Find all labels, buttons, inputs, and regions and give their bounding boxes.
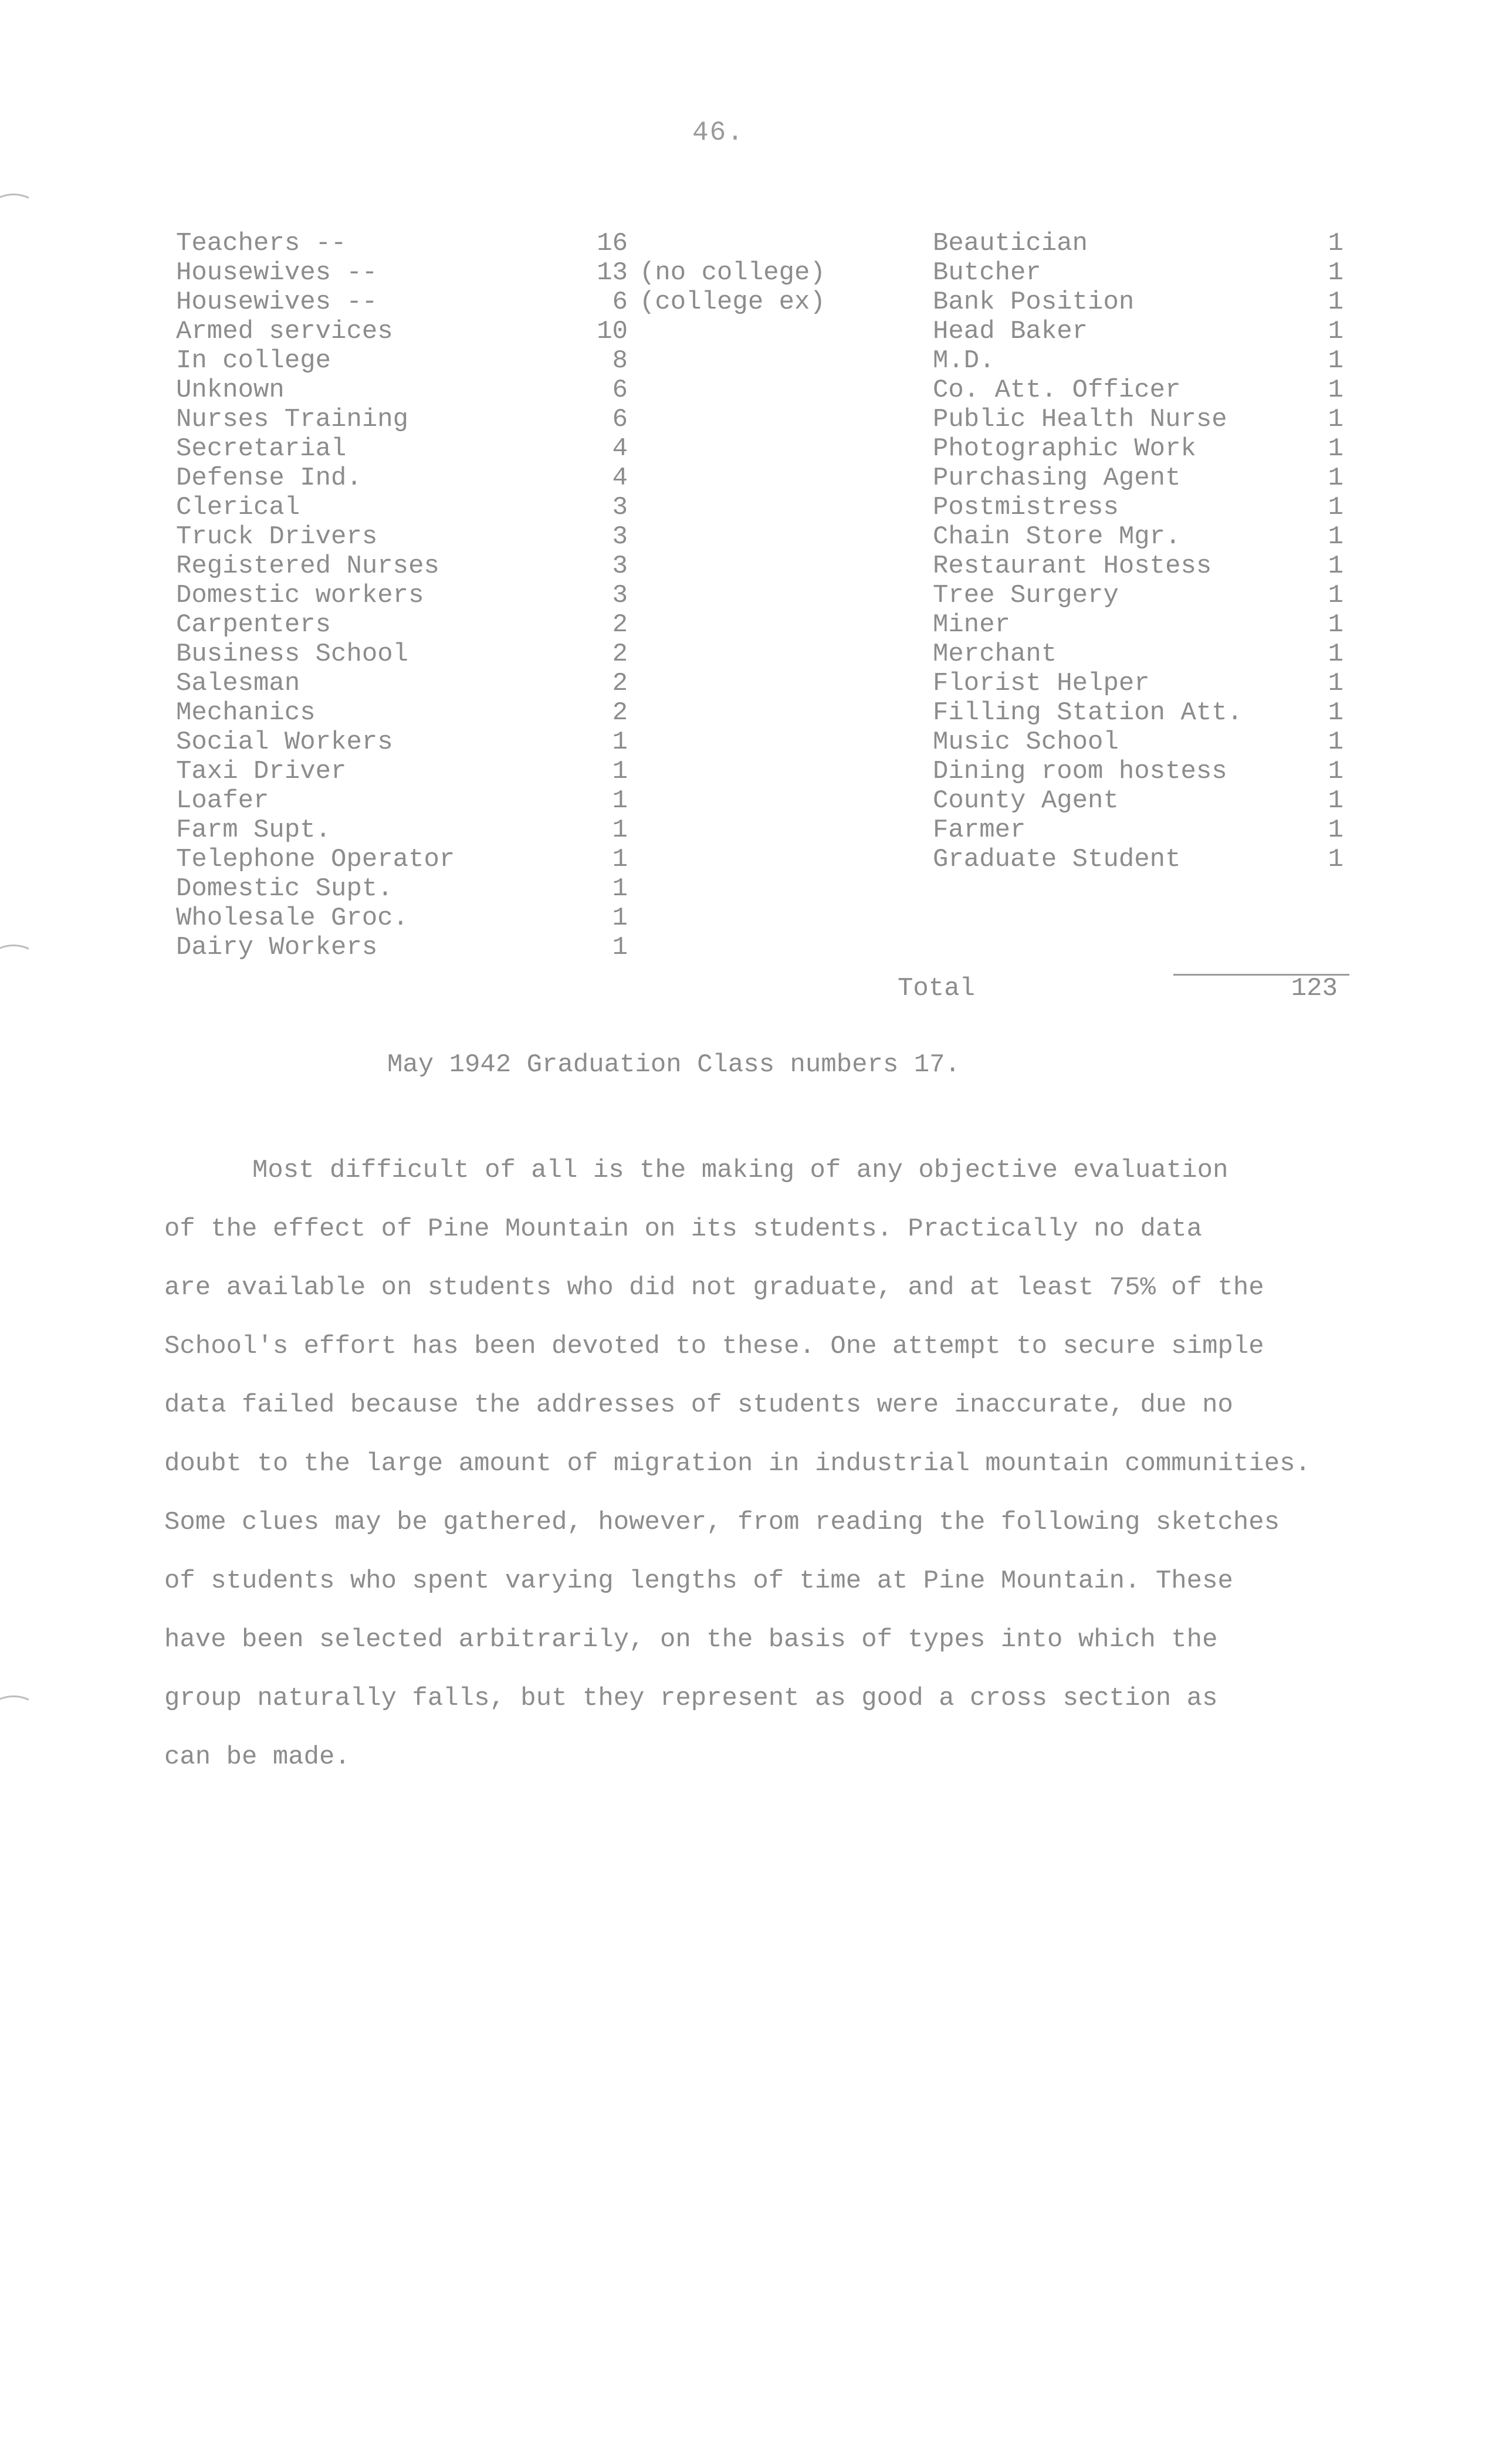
occupation-count: 1 <box>1328 493 1343 522</box>
paragraph-line: of the effect of Pine Mountain on its students. Practically no data <box>164 1214 1203 1244</box>
occupation-row <box>170 258 874 287</box>
occupation-count: 1 <box>1328 463 1343 493</box>
paragraph-line: can be made. <box>164 1742 350 1772</box>
occupation-count: 1 <box>612 903 628 933</box>
paragraph-line: doubt to the large amount of migration in industrial mountain communities. <box>164 1449 1311 1478</box>
occupation-count: 1 <box>612 933 628 962</box>
occupation-name: Co. Att. Officer <box>933 375 1181 405</box>
occupation-row <box>933 434 1355 463</box>
occupation-row <box>933 258 1355 287</box>
occupation-name: Dairy Workers <box>176 933 378 962</box>
graduation-note: May 1942 Graduation Class numbers 17. <box>387 1050 960 1079</box>
occupation-table <box>170 229 1355 1009</box>
occupation-name: Domestic Supt. <box>176 874 393 903</box>
occupation-name: Clerical <box>176 493 300 522</box>
occupation-count: 3 <box>612 493 628 522</box>
occupation-row <box>170 757 874 786</box>
occupation-name: Restaurant Hostess <box>933 551 1212 581</box>
occupation-count: 2 <box>612 669 628 698</box>
occupation-row <box>933 375 1355 405</box>
occupation-row <box>933 610 1355 639</box>
occupation-row <box>170 522 874 551</box>
occupation-count: 1 <box>1328 258 1343 287</box>
paragraph-line: group naturally falls, but they represent as good a cross section as <box>164 1684 1218 1713</box>
occupation-row <box>170 639 874 669</box>
occupation-row <box>933 845 1355 874</box>
occupation-count: 1 <box>1328 669 1343 698</box>
occupation-name: Teachers -- <box>176 229 347 258</box>
occupation-count: 1 <box>1328 610 1343 639</box>
occupation-row <box>170 903 874 933</box>
occupation-name: Social Workers <box>176 727 393 757</box>
paragraph-line: School's effort has been devoted to these. One attempt to secure simple <box>164 1332 1264 1361</box>
occupation-note: (no college) <box>639 258 825 287</box>
occupation-count: 1 <box>1328 229 1343 258</box>
occupation-name: Armed services <box>176 317 393 346</box>
occupation-row <box>170 229 874 258</box>
total-row <box>898 974 1379 1009</box>
occupation-row <box>933 727 1355 757</box>
occupation-name: Bank Position <box>933 287 1135 317</box>
occupation-name: Telephone Operator <box>176 845 455 874</box>
occupation-row <box>933 346 1355 375</box>
occupation-row <box>933 229 1355 258</box>
occupation-name: Postmistress <box>933 493 1119 522</box>
occupation-name: Tree Surgery <box>933 581 1119 610</box>
occupation-count: 1 <box>1328 522 1343 551</box>
occupation-name: Farm Supt. <box>176 815 331 845</box>
paragraph-line: Some clues may be gathered, however, from reading the following sketches <box>164 1508 1280 1537</box>
total-label: Total <box>898 974 976 1003</box>
occupation-count: 1 <box>1328 375 1343 405</box>
occupation-name: Registered Nurses <box>176 551 439 581</box>
binder-hole-top <box>0 183 61 277</box>
occupation-count: 16 <box>597 229 628 258</box>
occupation-name: Filling Station Att. <box>933 698 1243 727</box>
occupation-name: Salesman <box>176 669 300 698</box>
occupation-name: Head Baker <box>933 317 1088 346</box>
occupation-count: 1 <box>1328 551 1343 581</box>
occupation-count: 1 <box>1328 434 1343 463</box>
occupation-count: 1 <box>612 815 628 845</box>
occupation-row <box>170 845 874 874</box>
total-value: 123 <box>1291 974 1338 1003</box>
occupation-row <box>170 434 874 463</box>
occupation-name: Loafer <box>176 786 269 815</box>
occupation-row <box>170 610 874 639</box>
paragraph-line: have been selected arbitrarily, on the basis of types into which the <box>164 1625 1218 1654</box>
occupation-name: Truck Drivers <box>176 522 378 551</box>
occupation-count: 2 <box>612 639 628 669</box>
occupation-row <box>933 522 1355 551</box>
occupation-name: Florist Helper <box>933 669 1150 698</box>
occupation-name: Wholesale Groc. <box>176 903 409 933</box>
occupation-row <box>170 375 874 405</box>
paragraph-line: Most difficult of all is the making of any objective evaluation <box>252 1156 1228 1185</box>
occupation-count: 6 <box>612 405 628 434</box>
occupation-name: Business School <box>176 639 409 669</box>
binder-hole-middle <box>0 934 61 1028</box>
occupation-name: Domestic workers <box>176 581 424 610</box>
occupation-count: 10 <box>597 317 628 346</box>
occupation-row <box>170 933 874 962</box>
occupation-row <box>933 551 1355 581</box>
occupation-count: 4 <box>612 463 628 493</box>
occupation-count: 1 <box>1328 405 1343 434</box>
occupation-row <box>933 317 1355 346</box>
occupation-column-left <box>170 229 874 962</box>
occupation-count: 3 <box>612 522 628 551</box>
occupation-name: Secretarial <box>176 434 347 463</box>
occupation-name: Carpenters <box>176 610 331 639</box>
occupation-name: Defense Ind. <box>176 463 362 493</box>
occupation-name: Music School <box>933 727 1119 757</box>
occupation-row <box>170 287 874 317</box>
occupation-name: Chain Store Mgr. <box>933 522 1181 551</box>
occupation-count: 1 <box>1328 727 1343 757</box>
occupation-name: Beautician <box>933 229 1088 258</box>
occupation-name: Taxi Driver <box>176 757 347 786</box>
occupation-row <box>933 405 1355 434</box>
occupation-row <box>170 874 874 903</box>
occupation-name: Housewives -- <box>176 287 378 317</box>
occupation-row <box>933 757 1355 786</box>
occupation-row <box>170 786 874 815</box>
binder-hole-bottom <box>0 1685 61 1779</box>
occupation-count: 1 <box>1328 845 1343 874</box>
occupation-row <box>170 727 874 757</box>
occupation-name: M.D. <box>933 346 995 375</box>
occupation-count: 3 <box>612 551 628 581</box>
occupation-row <box>933 669 1355 698</box>
occupation-count: 1 <box>1328 698 1343 727</box>
occupation-count: 1 <box>612 874 628 903</box>
occupation-name: Nurses Training <box>176 405 409 434</box>
occupation-count: 1 <box>1328 346 1343 375</box>
occupation-count: 1 <box>612 727 628 757</box>
occupation-count: 1 <box>612 786 628 815</box>
paragraph-line: are available on students who did not graduate, and at least 75% of the <box>164 1273 1264 1302</box>
occupation-row <box>933 463 1355 493</box>
occupation-row <box>933 786 1355 815</box>
occupation-name: Farmer <box>933 815 1026 845</box>
occupation-row <box>170 317 874 346</box>
occupation-count: 13 <box>597 258 628 287</box>
occupation-name: Public Health Nurse <box>933 405 1227 434</box>
occupation-row <box>170 346 874 375</box>
occupation-note: (college ex) <box>639 287 825 317</box>
occupation-count: 1 <box>1328 287 1343 317</box>
occupation-count: 1 <box>612 757 628 786</box>
occupation-row <box>933 698 1355 727</box>
occupation-name: Miner <box>933 610 1011 639</box>
occupation-name: Butcher <box>933 258 1041 287</box>
occupation-count: 1 <box>1328 786 1343 815</box>
occupation-name: Photographic Work <box>933 434 1196 463</box>
occupation-row <box>933 639 1355 669</box>
occupation-row <box>170 405 874 434</box>
occupation-count: 1 <box>1328 317 1343 346</box>
occupation-count: 1 <box>612 845 628 874</box>
occupation-count: 6 <box>612 375 628 405</box>
occupation-row <box>170 698 874 727</box>
occupation-column-right <box>933 229 1355 874</box>
occupation-count: 4 <box>612 434 628 463</box>
occupation-row <box>933 287 1355 317</box>
occupation-name: Housewives -- <box>176 258 378 287</box>
page-number: 46. <box>692 117 744 148</box>
occupation-row <box>170 493 874 522</box>
occupation-row <box>170 551 874 581</box>
occupation-count: 2 <box>612 698 628 727</box>
occupation-count: 3 <box>612 581 628 610</box>
occupation-count: 1 <box>1328 639 1343 669</box>
occupation-name: Unknown <box>176 375 285 405</box>
occupation-name: Graduate Student <box>933 845 1181 874</box>
occupation-name: In college <box>176 346 331 375</box>
body-paragraph <box>164 1141 1455 1786</box>
occupation-row <box>170 669 874 698</box>
occupation-count: 2 <box>612 610 628 639</box>
paragraph-line: data failed because the addresses of students were inaccurate, due no <box>164 1390 1233 1420</box>
occupation-count: 6 <box>612 287 628 317</box>
occupation-row <box>170 581 874 610</box>
occupation-row <box>933 815 1355 845</box>
occupation-row <box>170 815 874 845</box>
occupation-name: Mechanics <box>176 698 316 727</box>
paragraph-line: of students who spent varying lengths of time at Pine Mountain. These <box>164 1566 1233 1596</box>
occupation-name: Merchant <box>933 639 1057 669</box>
occupation-count: 1 <box>1328 815 1343 845</box>
occupation-count: 1 <box>1328 581 1343 610</box>
occupation-row <box>933 581 1355 610</box>
occupation-row <box>933 493 1355 522</box>
occupation-count: 1 <box>1328 757 1343 786</box>
occupation-name: Purchasing Agent <box>933 463 1181 493</box>
occupation-name: Dining room hostess <box>933 757 1227 786</box>
occupation-name: County Agent <box>933 786 1119 815</box>
occupation-row <box>170 463 874 493</box>
occupation-count: 8 <box>612 346 628 375</box>
